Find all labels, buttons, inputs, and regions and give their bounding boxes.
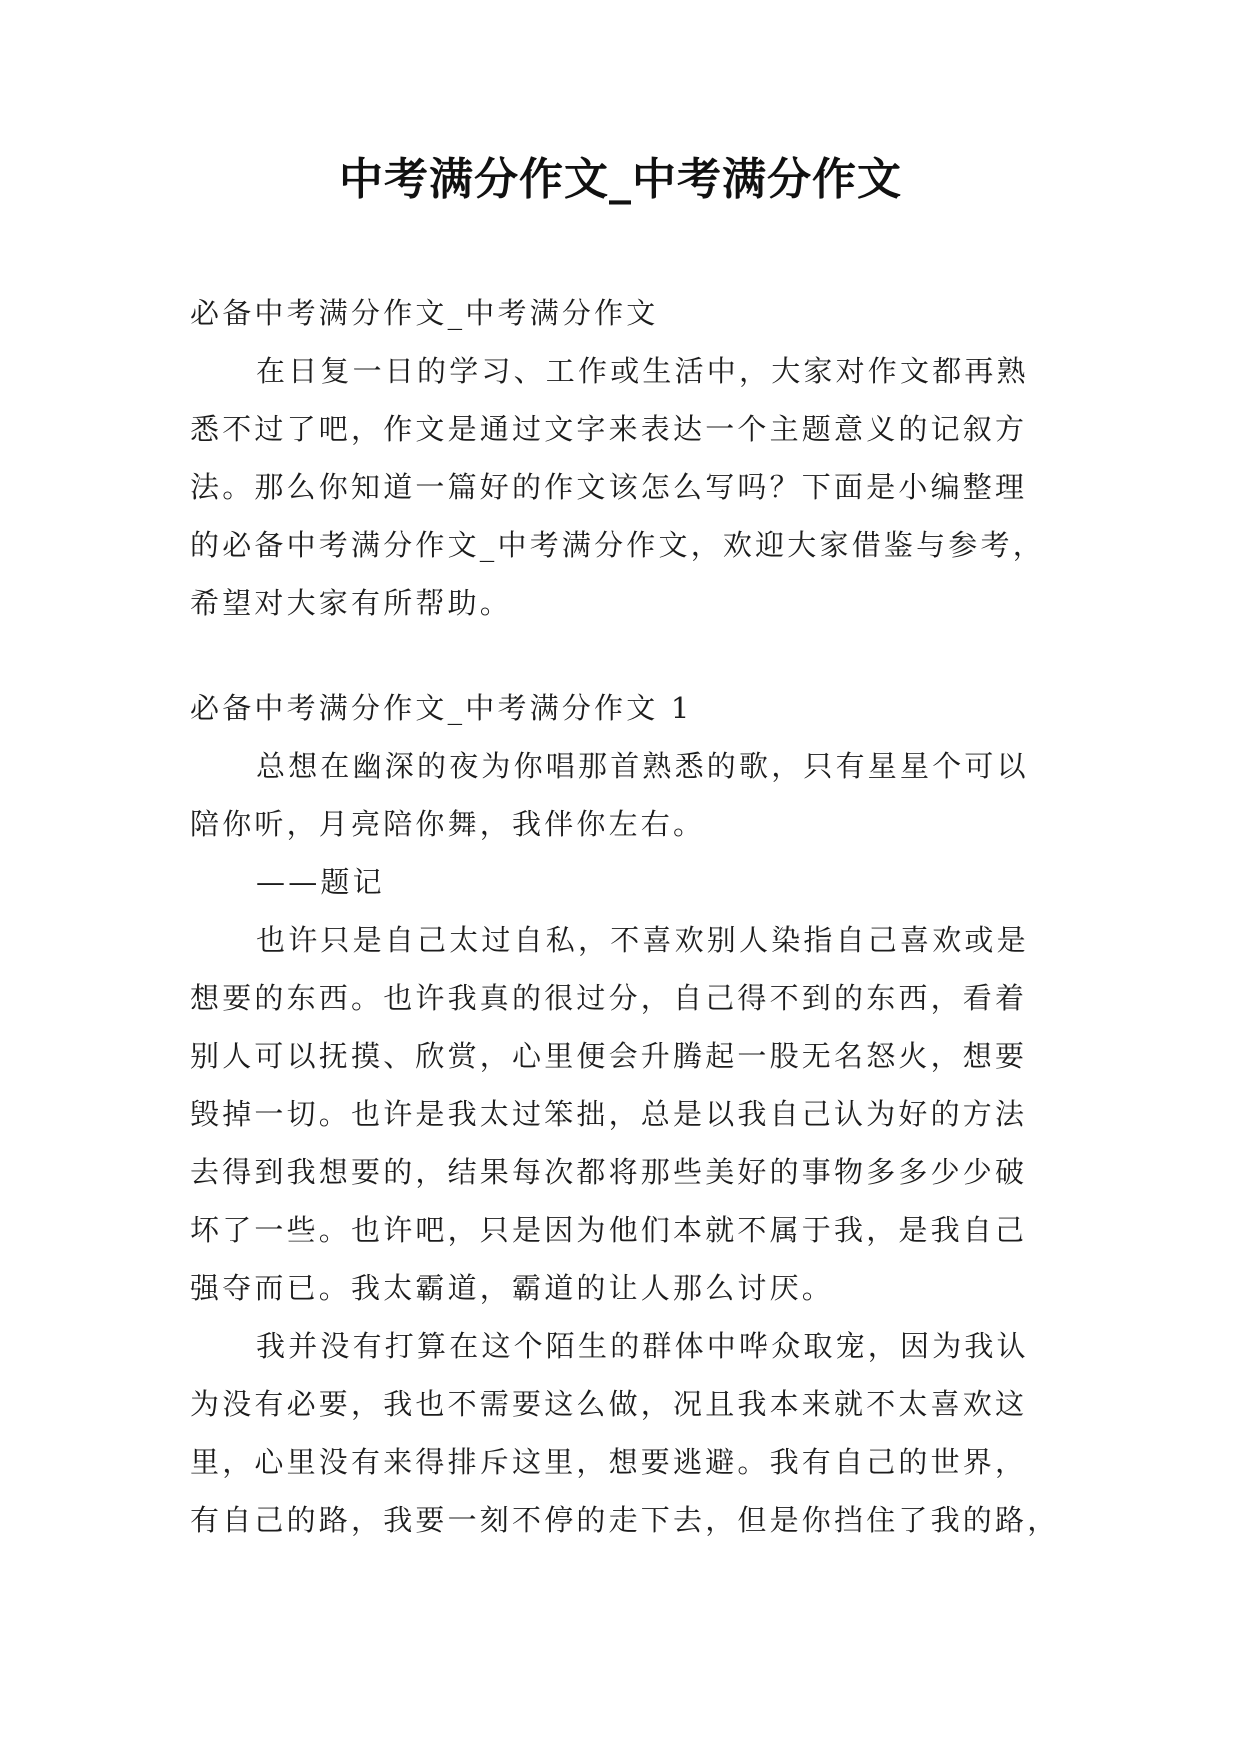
paragraph-line: 别人可以抚摸、欣赏，心里便会升腾起一股无名怒火，想要 (190, 1039, 1028, 1073)
document-title: 中考满分作文_中考满分作文 (339, 154, 902, 205)
epigraph-source: ——题记 (256, 865, 385, 899)
paragraph-line: 的必备中考满分作文_中考满分作文，欢迎大家借鉴与参考， (190, 528, 1045, 562)
paragraph-line: 悉不过了吧，作文是通过文字来表达一个主题意义的记叙方 (190, 412, 1028, 446)
paragraph-line: 坏了一些。也许吧，只是因为他们本就不属于我，是我自己 (190, 1213, 1028, 1247)
paragraph-line: 强夺而已。我太霸道，霸道的让人那么讨厌。 (190, 1271, 835, 1305)
paragraph-line: 法。那么你知道一篇好的作文该怎么写吗？下面是小编整理 (190, 470, 1028, 504)
paragraph-line: 也许只是自己太过自私，不喜欢别人染指自己喜欢或是 (256, 923, 1029, 957)
section-spacer (190, 632, 1065, 679)
paragraph-line: 里，心里没有来得排斥这里，想要逃避。我有自己的世界， (190, 1445, 1028, 1479)
paragraph-line: 有自己的路，我要一刻不停的走下去，但是你挡住了我的路， (190, 1503, 1060, 1537)
intro-paragraph (190, 342, 1065, 632)
paragraph-line: 为没有必要，我也不需要这么做，况且我本来就不太喜欢这 (190, 1387, 1028, 1421)
body-paragraph (190, 911, 1065, 1317)
epigraph (190, 737, 1065, 911)
paragraph-line: 我并没有打算在这个陌生的群体中哗众取宠，因为我认 (256, 1329, 1029, 1363)
intro-heading: 必备中考满分作文_中考满分作文 (190, 296, 659, 330)
body-paragraph (190, 1317, 1065, 1549)
paragraph-line: 陪你听，月亮陪你舞，我伴你左右。 (190, 807, 706, 841)
paragraph-line: 去得到我想要的，结果每次都将那些美好的事物多多少少破 (190, 1155, 1028, 1189)
paragraph-line: 在日复一日的学习、工作或生活中，大家对作文都再熟 (256, 354, 1029, 388)
paragraph-line: 总想在幽深的夜为你唱那首熟悉的歌，只有星星个可以 (256, 749, 1029, 783)
section-heading: 必备中考满分作文_中考满分作文 1 (190, 691, 693, 725)
paragraph-line: 希望对大家有所帮助。 (190, 586, 513, 620)
document-body (190, 284, 1065, 1549)
paragraph-line: 毁掉一切。也许是我太过笨拙，总是以我自己认为好的方法 (190, 1097, 1028, 1131)
paragraph-line: 想要的东西。也许我真的很过分，自己得不到的东西，看着 (190, 981, 1028, 1015)
